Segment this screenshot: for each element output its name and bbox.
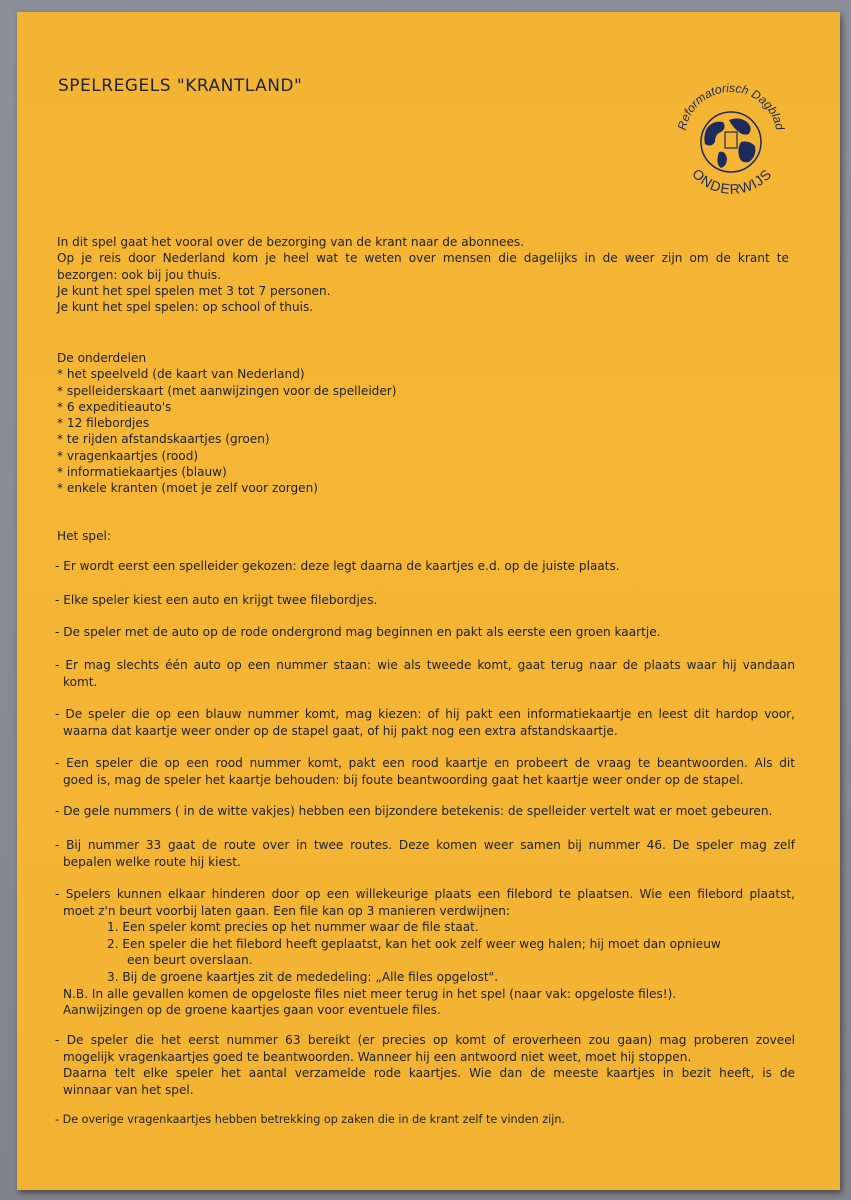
components-heading: De onderdelen [57,351,147,365]
list-item: * te rijden afstandskaartjes (groen) [57,432,270,447]
intro-text: In dit spel gaat het vooral over de bezorging van de krant naar de abonnees. Op je reis door Nederland kom je heel wat te weten over mensen die dagelijks in de weer zijn om de krant te bezorgen: ook bij jou thuis. Je kunt het spel spelen met 3 tot 7 personen. Je kunt het spel spelen: op school of thuis. [57,235,789,315]
list-item: * informatiekaartjes (blauw) [57,465,227,480]
components-list [57,350,789,497]
list-item: * 12 filebordjes [57,416,150,431]
list-item: * enkele kranten (moet je zelf voor zorgen) [57,481,318,496]
file-step: 3. Bij de groene kaartjes zit de mededeling: „Alle files opgelost". [107,969,499,984]
rules-sheet [17,12,840,1190]
list-item: * 6 expeditieauto's [57,399,172,414]
finish-rule: - De speler die het eerst nummer 63 bereikt (er precies op komt of eroverheen zou gaan) mag proberen zoveel mogelijk vragenkaartjes goed te beantwoorden. Wanneer hij een antwoord niet weet, moet hij stoppen. Daarna telt elke speler het aantal verzamelde rode kaartjes. Wie dan de meeste kaartjes in bezit heeft, is de winnaar van het spel. [55,1033,795,1097]
rule-paragraph: - Er wordt eerst een spelleider gekozen: deze legt daarna de kaartjes e.d. op de juiste plaats. [55,559,620,573]
svg-text:ONDERWIJS: ONDERWIJS [689,165,775,198]
list-item: * spelleiderskaart (met aanwijzingen voor de spelleider) [57,383,397,398]
rule-paragraph: - Bij nummer 33 gaat de route over in twee routes. Deze komen weer samen bij nummer 46. De speler mag zelf bepalen welke route hij kiest. [55,838,795,869]
file-note: N.B. In alle gevallen komen de opgeloste files niet meer terug in het spel (naar vak: opgeloste files!). [63,986,677,1001]
file-step: een beurt overslaan. [127,953,253,968]
rule-paragraph: - Een speler die op een rood nummer komt, pakt een rood kaartje en probeert de vraag te beantwoorden. Als dit goed is, mag de speler het kaartje behouden: bij foute beantwoording gaat het kaartje weer onder op de stapel. [55,756,795,787]
page-title: SPELREGELS "KRANTLAND" [58,76,303,96]
file-note: Aanwijzingen op de groene kaartjes gaan voor eventuele files. [63,1003,441,1018]
globe-icon [701,112,761,172]
rule-paragraph: - De speler met de auto op de rode ondergrond mag beginnen en pakt als eerste een groen kaartje. [55,625,661,639]
rule-paragraph: - Elke speler kiest een auto en krijgt twee filebordjes. [55,593,378,607]
list-item: * het speelveld (de kaart van Nederland) [57,367,305,382]
file-step: 2. Een speler die het filebord heeft geplaatst, kan het ook zelf weer weg halen; hij moet dan opnieuw [107,936,721,951]
reformatorisch-dagblad-logo [667,76,797,206]
last-rule: - De overige vragenkaartjes hebben betrekking op zaken die in de krant zelf te vinden zijn. [55,1113,565,1126]
rule-paragraph: - Er mag slechts één auto op een nummer staan: wie als tweede komt, gaat terug naar de plaats waar hij vandaan komt. [55,658,795,689]
file-rule: - Spelers kunnen elkaar hinderen door op een willekeurige plaats een filebord te plaatsen. Wie een filebord plaatst, moet z'n beurt voorbij laten gaan. Een file kan op 3 manieren verdwijnen: 1. Een speler komt precies op het nummer waar de file staat. 2. Een speler die het filebord heeft geplaatst, kan het ook zelf weer weg halen; hij moet dan opnieuw een beurt overslaan. 3. Bij de groene kaartjes zit de mededeling: „Alle files opgelost". N.B. In alle gevallen komen de opgeloste files niet meer terug in het spel (naar vak: opgeloste files!). Aanwijzingen op de groene kaartjes gaan voor eventuele files. [55,887,795,1018]
game-heading: Het spel: [57,529,111,543]
rule-paragraph: - De speler die op een blauw nummer komt, mag kiezen: of hij pakt een informatiekaartje en leest dit hardop voor, waarna dat kaartje weer onder op de stapel gaat, of hij pakt nog een extra afstandskaartje. [55,707,795,738]
file-step: 1. Een speler komt precies op het nummer waar de file staat. [107,920,479,935]
svg-text:Reformatorisch Dagblad: Reformatorisch Dagblad [674,80,788,132]
list-item: * vragenkaartjes (rood) [57,448,199,463]
rule-paragraph: - De gele nummers ( in de witte vakjes) hebben een bijzondere betekenis: de spelleider vertelt wat er moet gebeuren. [55,804,773,818]
